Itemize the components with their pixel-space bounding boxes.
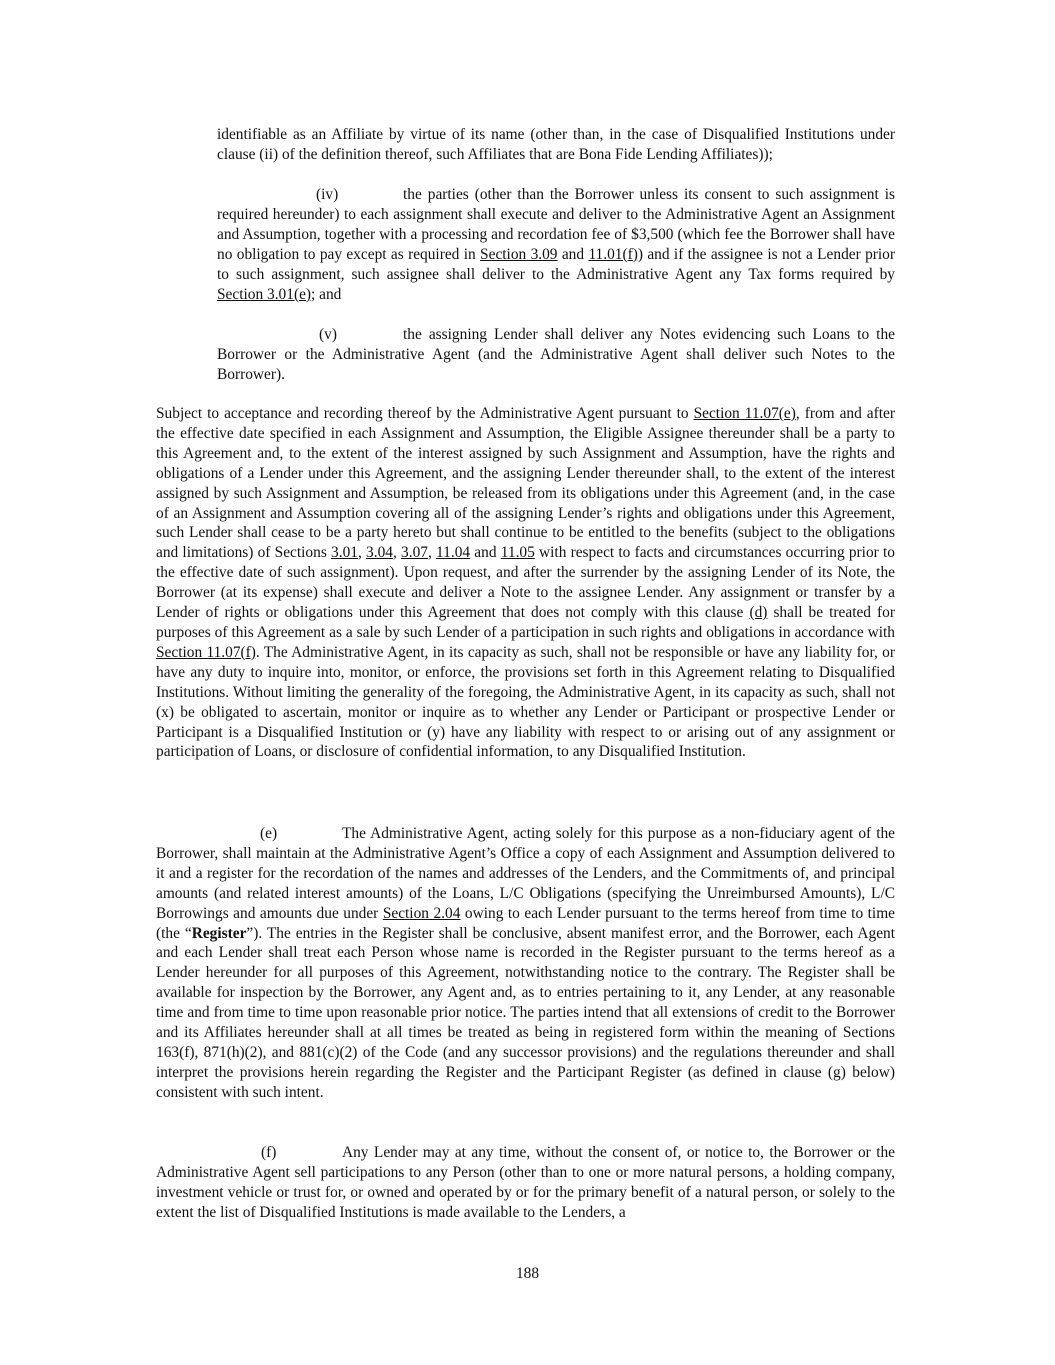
paragraph-text: shall be treated for purposes of this Agreement as a sale by such Lender of a participation in such rights and obligations in accordance with <box>156 604 896 641</box>
cross-reference: 11.04 <box>436 544 471 562</box>
paragraph-clause-v <box>217 325 895 385</box>
paragraph-text: ; and <box>311 285 342 303</box>
separator-text: , <box>427 544 437 562</box>
paragraph-text: ”). The entries in the Register shall be conclusive, absent manifest error, and the Borrower, each Agent and each Lender shall treat each Person whose name is recorded in the Register pursuant to the terms hereof as a Lender hereunder for all purposes of this Agreement, notwithstanding notice to the contrary. The Register shall be available for inspection by the Borrower, any Agent and, as to entries pertaining to it, any Lender, at any reasonable time and from time to time upon reasonable prior notice. The parties intend that all extensions of credit to the Borrower and its Affiliates hereunder shall at all times be treated as being in registered form within the meaning of Sections 163(f), 871(h)(2), and 881(c)(2) of the Code (and any successor provisions) and the regulations thereunder and shall interpret the provisions herein regarding the Register and the Participant Register (as defined in clause (g) below) consistent with such intent. <box>156 924 896 1101</box>
cross-reference: Section 3.01(e) <box>217 285 312 303</box>
clause-number: (v) <box>319 326 337 343</box>
cross-reference: Section 11.07(f) <box>156 643 256 661</box>
paragraph-text: . The Administrative Agent, in its capacity as such, shall not be responsible or have any liability for, or have any duty to inquire into, monitor, or enforce, the provisions set forth in this Agreement relating to Disqualified Institutions. Without limiting the generality of the foregoing, the Administrative Agent, in its capacity as such, shall not (x) be obligated to ascertain, monitor or inquire as to whether any Lender or Participant or prospective Lender or Participant is a Disqualified Institution or (y) have any liability with respect to or arising out of any assignment or participation of Loans, or disclosure of confidential information, to any Disqualified Institution. <box>156 643 895 761</box>
paragraph-affiliate-clause <box>217 125 895 165</box>
clause-number: (f) <box>261 1144 277 1161</box>
paragraph-text: with respect to facts and circumstances occurring prior to the effective date of such assignment). Upon request, and after the surrender by the assigning Lender of its Note, the Borrower (at its expense) shall execute and deliver a Note to the assignee Lender. Any assignment or transfer by a Lender of rights or obligations under this Agreement that does not comply with this clause <box>156 544 895 622</box>
paragraph-text: The Administrative Agent, acting solely for this purpose as a non-fiduciary agent of the Borrower, shall maintain at the Administrative Agent’s Office a copy of each Assignment and Assumption delivered to it and a register for the recordation of the names and addresses of the Lenders, and the Commitments of, and principal amounts (and related interest amounts) of the Loans, L/C Obligations (specifying the Unreimbursed Amounts), L/C Borrowings and amounts due under <box>156 825 895 922</box>
paragraph-text: and <box>557 245 589 263</box>
paragraph-text: identifiable as an Affiliate by virtue of its name (other than, in the case of Disqualified Institutions under clause (ii) of the definition thereof, such Affiliates that are Bona Fide Lending Affiliates)); <box>217 126 895 163</box>
paragraph-text: Any Lender may at any time, without the consent of, or notice to, the Borrower or the Administrative Agent sell participations to any Person (other than to one or more natural persons, a holding company, investment vehicle or trust for, or owned and operated by or for the primary benefit of a natural person, or solely to the extent the list of Disqualified Institutions is made available to the Lenders, a <box>156 1144 895 1221</box>
separator-text: , <box>357 544 367 562</box>
separator-text: , <box>392 544 402 562</box>
cross-reference: Section 3.09 <box>480 245 558 263</box>
paragraph-text: , from and after the effective date specified in each Assignment and Assumption, the Eligible Assignee thereunder shall be a party to this Agreement and, to the extent of the interest assigned by such Assignment and Assumption, have the rights and obligations of a Lender under this Agreement, and the assigning Lender thereunder shall, to the extent of the interest assigned by such Assignment and Assumption, be released from its obligations under this Agreement (and, in the case of an Assignment and Assumption covering all of the assigning Lender’s rights and obligations under this Agreement, such Lender shall cease to be a party hereto but shall continue to be entitled to the benefits (subject to the obligations and limitations) of Sections <box>156 405 895 562</box>
paragraph-text: owing to each Lender pursuant to the terms hereof from time to time (the “ <box>156 904 895 942</box>
cross-reference: 3.07 <box>401 544 428 562</box>
cross-reference: Section 2.04 <box>382 904 461 922</box>
cross-reference: 11.05 <box>500 544 535 562</box>
paragraph-subject-to-acceptance <box>156 404 895 762</box>
paragraph-text: ) and if the assignee is not a Lender prior to such assignment, such assignee shall deliver to the Administrative Agent any Tax forms required by <box>217 245 895 283</box>
paragraph-text: the parties (other than the Borrower unless its consent to such assignment is required hereunder) to each assignment shall execute and deliver to the Administrative Agent an Assignment and Assumption, together with a processing and recordation fee of $3,500 (which fee the Borrower shall have no obligation to pay except as required in <box>217 186 895 263</box>
cross-reference: Section 11.07(e) <box>693 405 796 422</box>
clause-number: (iv) <box>316 186 339 203</box>
paragraph-clause-f <box>156 1143 895 1223</box>
cross-reference: 3.04 <box>366 544 393 562</box>
paragraph-clause-iv <box>217 185 895 304</box>
defined-term: Register <box>191 924 247 942</box>
cross-reference: 11.01(f) <box>588 245 638 263</box>
paragraph-text: Subject to acceptance and recording thereof by the Administrative Agent pursuant to <box>156 405 694 422</box>
separator-text: and <box>470 544 501 562</box>
cross-reference: (d) <box>749 604 768 622</box>
page-number: 188 <box>515 1265 540 1282</box>
paragraph-text: the assigning Lender shall deliver any Notes evidencing such Loans to the Borrower or the Administrative Agent (and the Administrative Agent shall deliver such Notes to the Borrower). <box>217 326 895 383</box>
paragraph-clause-e <box>156 824 895 1103</box>
cross-reference: 3.01 <box>331 544 358 562</box>
clause-number: (e) <box>260 825 278 842</box>
